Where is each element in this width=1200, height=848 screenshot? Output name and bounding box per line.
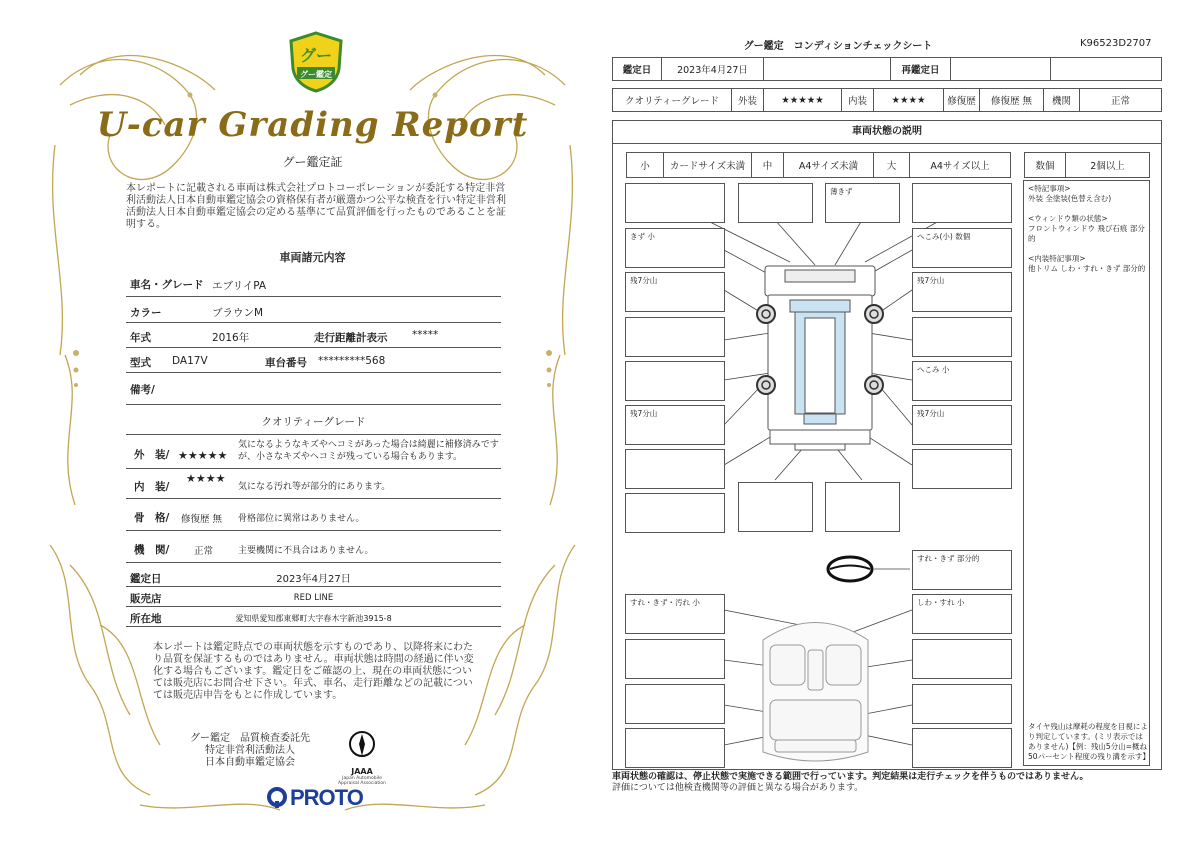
interior-note-right-3: [912, 684, 1012, 724]
sheet-id: K96523D2707: [1080, 38, 1152, 49]
sheet-title: グー鑑定 コンディションチェックシート: [743, 41, 933, 52]
exterior-note-left-4: [625, 317, 725, 357]
interior-note-left-1: すれ・きず・汚れ 小: [625, 594, 725, 634]
exterior-note-right-1: [912, 183, 1012, 223]
script-title: U-car Grading Report: [96, 105, 529, 145]
assoc-line-1: グー鑑定 品質検査委託先: [190, 733, 310, 744]
quality-heading: クオリティーグレード: [261, 416, 366, 428]
special-notes: [1028, 184, 1148, 274]
color-value: ブラウンM: [212, 307, 264, 319]
size-small: 小: [640, 161, 650, 172]
sheet-repair-label: 修復歴: [943, 89, 979, 111]
exterior-note-left-3: 残7分山: [625, 272, 725, 312]
address-label: 所在地: [130, 613, 162, 625]
car-interior-diagram: [763, 623, 868, 762]
name-label: 車名・グレード: [130, 279, 204, 291]
address-value: 愛知県愛知郡東郷町大字春木字新池3915-8: [235, 614, 392, 623]
emblem-caption: グー鑑定: [300, 70, 332, 79]
interior-note-steering: すれ・きず 部分的: [912, 550, 1012, 590]
proto-text: PROTO: [290, 785, 363, 810]
name-value: エブリイPA: [212, 280, 267, 292]
interior-stars: ★★★★: [186, 472, 226, 485]
count-desc: 2個以上: [1065, 153, 1149, 177]
sheet-interior-stars: ★★★★: [873, 89, 943, 111]
svg-text:グー: グー: [299, 46, 333, 65]
interior-note-right-2: [912, 639, 1012, 679]
special-value: 外装 全塗装(色替え含む): [1028, 194, 1112, 203]
sheet-exterior-label: 外装: [731, 89, 763, 111]
jaaa-subtext: Japan Automobile Appraisal Association: [337, 776, 387, 786]
exterior-note-right-6: 残7分山: [912, 405, 1012, 445]
size-large: 大: [873, 153, 909, 177]
interior-desc: 気になる汚れ等が部分的にあります。: [238, 482, 391, 492]
exterior-note-left-7: [625, 449, 725, 489]
exterior-desc: 気になるようなキズやヘコミがあった場合は綺麗に補修済みですが、小さなキズやヘコミが残っている場合もあります。: [238, 440, 499, 462]
window-value: フロントウィンドウ 飛び石痕 部分的: [1028, 224, 1145, 243]
exterior-note-bottom-1: [738, 482, 813, 532]
special-notes-box: [1023, 180, 1150, 766]
exterior-label: 外 装/: [134, 449, 170, 461]
dealer-value: RED LINE: [293, 593, 334, 603]
exterior-note-right-7: [912, 449, 1012, 489]
model-label: 型式: [130, 357, 151, 369]
condition-title: 車両状態の説明: [613, 121, 1161, 144]
assoc-line-2: 特定非営利活動法人: [205, 745, 295, 756]
frame-label: 骨 格/: [134, 512, 170, 524]
interior-note-right-1: しわ・すれ 小: [912, 594, 1012, 634]
frame-desc: 骨格部位に異常はありません。: [238, 514, 365, 524]
exterior-note-top-3: 薄きず: [825, 183, 900, 223]
jaaa-text: JAAA: [351, 767, 373, 776]
chassis-label: 車台番号: [265, 357, 307, 369]
exterior-note-left-8: [625, 493, 725, 533]
reappraisal-label: 再鑑定日: [890, 58, 950, 80]
quality-label: クオリティーグレード: [624, 96, 720, 107]
sheet-repair-value: 修復歴 無: [979, 89, 1043, 111]
year-value: 2016年: [212, 332, 250, 344]
frame-value: 修復歴 無: [181, 514, 223, 525]
size-medium: 中: [751, 153, 783, 177]
interior-note-right-4: [912, 728, 1012, 768]
interior-special-heading: <内装特記事項>: [1028, 254, 1086, 263]
footer-line-1: 車両状態の確認は、停止状態で実施できる範囲で行っています。判定結果は走行チェックを伴うものではありません。: [612, 772, 1089, 782]
exterior-note-bottom-2: [825, 482, 900, 532]
window-heading: <ウィンドウ類の状態>: [1028, 214, 1108, 223]
engine-value: 正常: [194, 546, 214, 557]
sheet-engine-value: 正常: [1079, 89, 1161, 111]
footer-notes: [612, 772, 1172, 794]
tire-note: タイヤ残山は摩耗の程度を目視により判定しています。(ミリ表示ではありません)【例：残山5分山=概ね50パーセント程度の残り溝を示す】: [1028, 722, 1150, 761]
special-heading: <特記事項>: [1028, 184, 1071, 193]
exterior-note-right-3: 残7分山: [912, 272, 1012, 312]
sheet-engine-label: 機関: [1043, 89, 1079, 111]
exterior-note-right-4: [912, 317, 1012, 357]
exterior-note-right-5: へこみ 小: [912, 361, 1012, 401]
footer-line-2: 評価については他検査機関等の評価と異なる場合があります。: [612, 783, 864, 793]
sheet-interior-label: 内装: [841, 89, 873, 111]
exterior-note-left-6: 残7分山: [625, 405, 725, 445]
date-value: 2023年4月27日: [276, 574, 351, 585]
engine-desc: 主要機関に不具合はありません。: [238, 546, 374, 556]
color-label: カラー: [130, 307, 162, 319]
appraisal-date-label: 鑑定日: [622, 65, 652, 76]
date-label: 鑑定日: [130, 573, 162, 585]
certificate-notes: 本レポートは鑑定時点での車両状態を示すものであり、以降将来にわたり品質を保証するものではありません。車両状態は時間の経過に伴い変化する場合もございます。鑑定日をご確認の上、現在の車両状態については販売店にお問合せ下さい。年式、車名、走行距離などの記載については販売店申告をもとに作成しています。: [153, 642, 474, 701]
car-top-view: [765, 266, 875, 450]
exterior-note-left-2: きず 小: [625, 228, 725, 268]
interior-note-left-3: [625, 684, 725, 724]
engine-label: 機 関/: [134, 544, 170, 556]
assoc-line-3: 日本自動車鑑定協会: [205, 757, 295, 768]
spec-heading: 車両諸元内容: [279, 251, 346, 264]
interior-special-value: 他トリム しわ・すれ・きず 部分的: [1028, 264, 1146, 273]
steering-wheel-icon: [828, 557, 872, 581]
interior-note-left-2: [625, 639, 725, 679]
year-label: 年式: [130, 332, 151, 344]
interior-note-left-4: [625, 728, 725, 768]
mileage-label: 走行距離計表示: [314, 332, 388, 344]
chassis-value: *********568: [318, 355, 386, 367]
exterior-note-left-5: [625, 361, 725, 401]
certificate-subtitle: グー鑑定証: [282, 155, 343, 169]
size-large-desc: A4サイズ以上: [909, 153, 1010, 177]
count-label: 数個: [1035, 161, 1055, 172]
exterior-note-top-2: [738, 183, 813, 223]
sheet-exterior-stars: ★★★★★: [763, 89, 841, 111]
exterior-note-left-1: [625, 183, 725, 223]
interior-label: 内 装/: [134, 481, 170, 493]
dealer-label: 販売店: [130, 593, 162, 605]
mileage-value: *****: [412, 329, 439, 341]
exterior-note-right-2: へこみ(小) 数個: [912, 228, 1012, 268]
model-value: DA17V: [172, 355, 208, 367]
size-medium-desc: A4サイズ未満: [783, 153, 873, 177]
exterior-stars: ★★★★★: [178, 449, 228, 462]
certificate-intro: 本レポートに記載される車両は株式会社プロトコーポレーションが委託する特定非営利活動法人日本自動車鑑定協会の資格保有者が厳選かつ公平な検査を行い特定非営利活動法人日本自動車鑑定協会の定める基準にて品質評価を行ったものであることを証明する。: [126, 183, 506, 230]
appraisal-date-value: 2023年4月27日: [661, 58, 763, 80]
remarks-label: 備考/: [130, 384, 155, 396]
size-small-desc: カードサイズ未満: [663, 153, 751, 177]
